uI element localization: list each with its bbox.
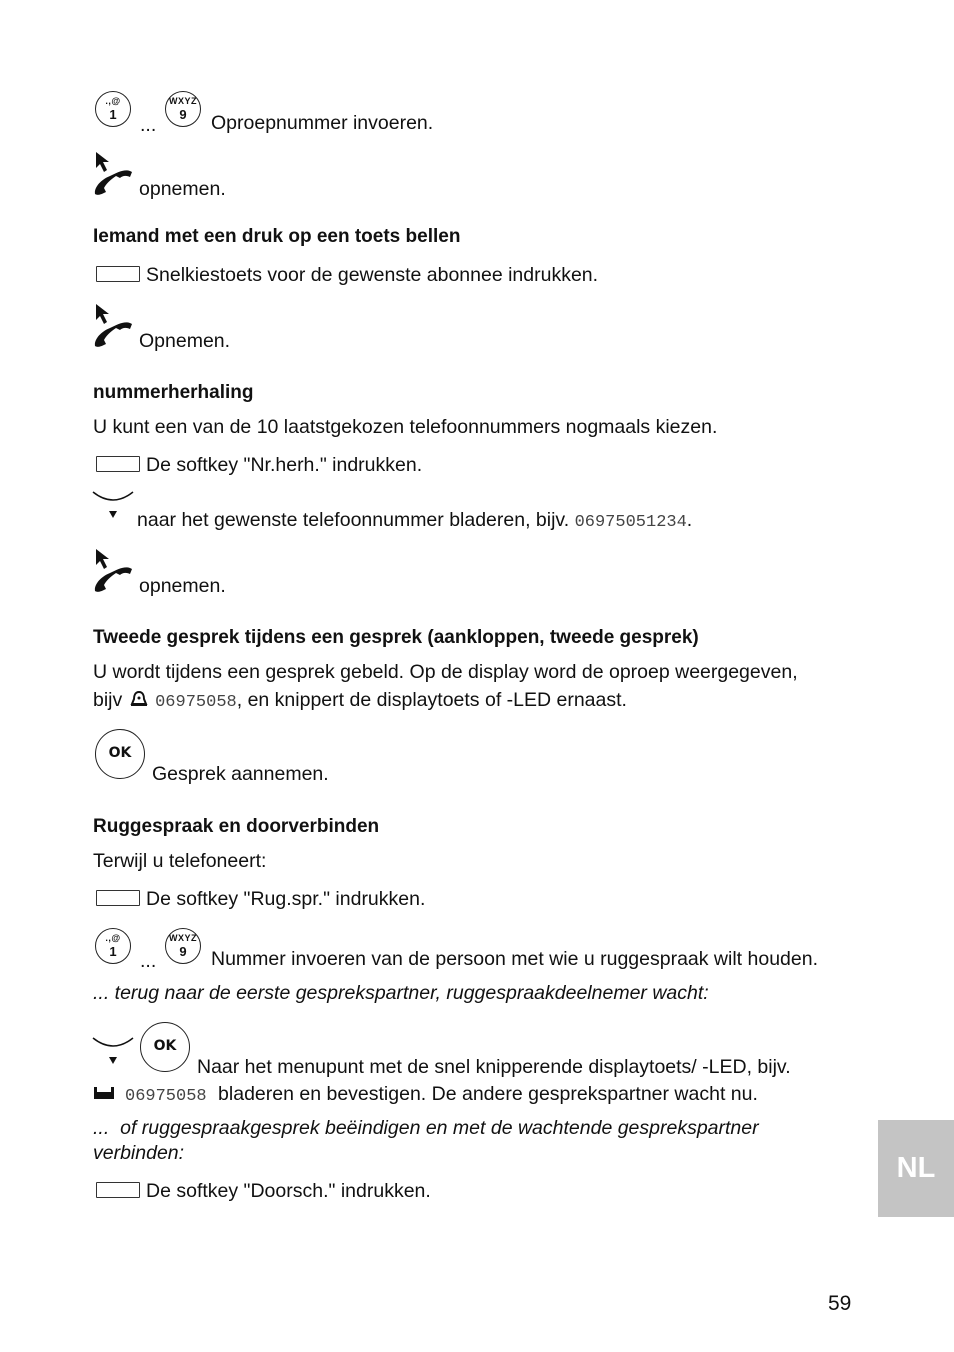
key-9-icon (165, 91, 201, 127)
hold-icon (93, 1085, 115, 1101)
key-1-letters: .,@ (105, 933, 121, 943)
scroll-down-icon (90, 488, 136, 522)
language-tab: NL (878, 1120, 954, 1217)
key-1-letters: .,@ (105, 96, 121, 106)
note-end-consult-1 (93, 1117, 759, 1140)
page-number: 59 (828, 1292, 852, 1315)
key-1-icon (95, 91, 131, 127)
key-9-letters: WXYZ (169, 96, 197, 106)
step-accept-call: Gesprek aannemen. (152, 763, 329, 785)
key-1-icon (95, 928, 131, 964)
handset-lift-icon (92, 302, 134, 350)
key-1-number: 1 (109, 107, 117, 122)
step-lift-2: Opnemen. (139, 330, 231, 352)
step-enter-consult-number: Nummer invoeren van de persoon met wie u ruggespraak wilt houden. (211, 948, 818, 970)
step-navigate-menu-2 (93, 1083, 758, 1106)
step-enter-number: Oproepnummer invoeren. (211, 112, 434, 134)
softkey-icon (96, 1182, 140, 1198)
heading-redial: nummerherhaling (93, 382, 254, 403)
softkey-icon (96, 456, 140, 472)
second-call-description-end: , en knippert de displaytoets of -LED ernaast. (236, 689, 627, 711)
note-end-consult-text: of ruggespraakgesprek beëindigen en met de wachtende gesprekspartner (120, 1117, 759, 1139)
scroll-down-icon (90, 1034, 136, 1068)
step-speed-dial-key: Snelkiestoets voor de gewenste abonnee indrukken. (146, 264, 599, 286)
step-scroll-text: naar het gewenste telefoonnummer bladeren, bijv. (137, 509, 570, 531)
note-end-consult-2: verbinden: (93, 1142, 185, 1164)
ok-key-icon: OK (95, 729, 145, 779)
heading-consult-transfer: Ruggespraak en doorverbinden (93, 816, 380, 837)
key-9-number: 9 (179, 107, 187, 122)
handset-lift-icon (92, 150, 134, 198)
caller-number: 06975058 (155, 693, 237, 712)
heading-speed-dial: Iemand met een druk op een toets bellen (93, 226, 461, 247)
redial-description: U kunt een van de 10 laatstgekozen telefoonnummers nogmaals kiezen. (93, 416, 718, 438)
second-call-description-2 (93, 689, 627, 712)
handset-lift-icon (92, 547, 134, 595)
step-lift-3: opnemen. (139, 575, 226, 597)
example-number: 06975051234 (574, 513, 687, 532)
consult-intro: Terwijl u telefoneert: (93, 850, 267, 872)
key-1-number: 1 (109, 944, 117, 959)
softkey-icon (96, 266, 140, 282)
note-prefix: ... (93, 1117, 110, 1139)
key-9-letters: WXYZ (169, 933, 197, 943)
bijv-label: bijv (93, 689, 123, 711)
step-scroll (137, 509, 692, 532)
step-lift: opnemen. (139, 178, 226, 200)
hold-number: 06975058 (125, 1087, 207, 1106)
key-9-icon (165, 928, 201, 964)
ellipsis: ... (140, 950, 157, 972)
note-back-to-first: ... terug naar de eerste gesprekspartner, ruggespraakdeelnemer wacht: (93, 982, 709, 1004)
key-9-number: 9 (179, 944, 187, 959)
bell-icon (130, 691, 148, 708)
step-consult-softkey: De softkey "Rug.spr." indrukken. (146, 888, 426, 910)
step-scroll-end: . (686, 509, 693, 531)
heading-second-call: Tweede gesprek tijdens een gesprek (aankloppen, tweede gesprek) (93, 627, 699, 648)
ok-key-icon: OK (140, 1022, 190, 1072)
step-redial-softkey: De softkey "Nr.herh." indrukken. (146, 454, 423, 476)
step-transfer-softkey: De softkey "Doorsch." indrukken. (146, 1180, 431, 1202)
ellipsis: ... (140, 114, 157, 136)
step-navigate-menu-text: bladeren en bevestigen. De andere gesprekspartner wacht nu. (218, 1083, 758, 1105)
step-navigate-menu: Naar het menupunt met de snel knipperende displaytoets/ -LED, bijv. (197, 1056, 791, 1078)
softkey-icon (96, 890, 140, 906)
second-call-description-1: U wordt tijdens een gesprek gebeld. Op de display word de oproep weergegeven, (93, 661, 798, 683)
